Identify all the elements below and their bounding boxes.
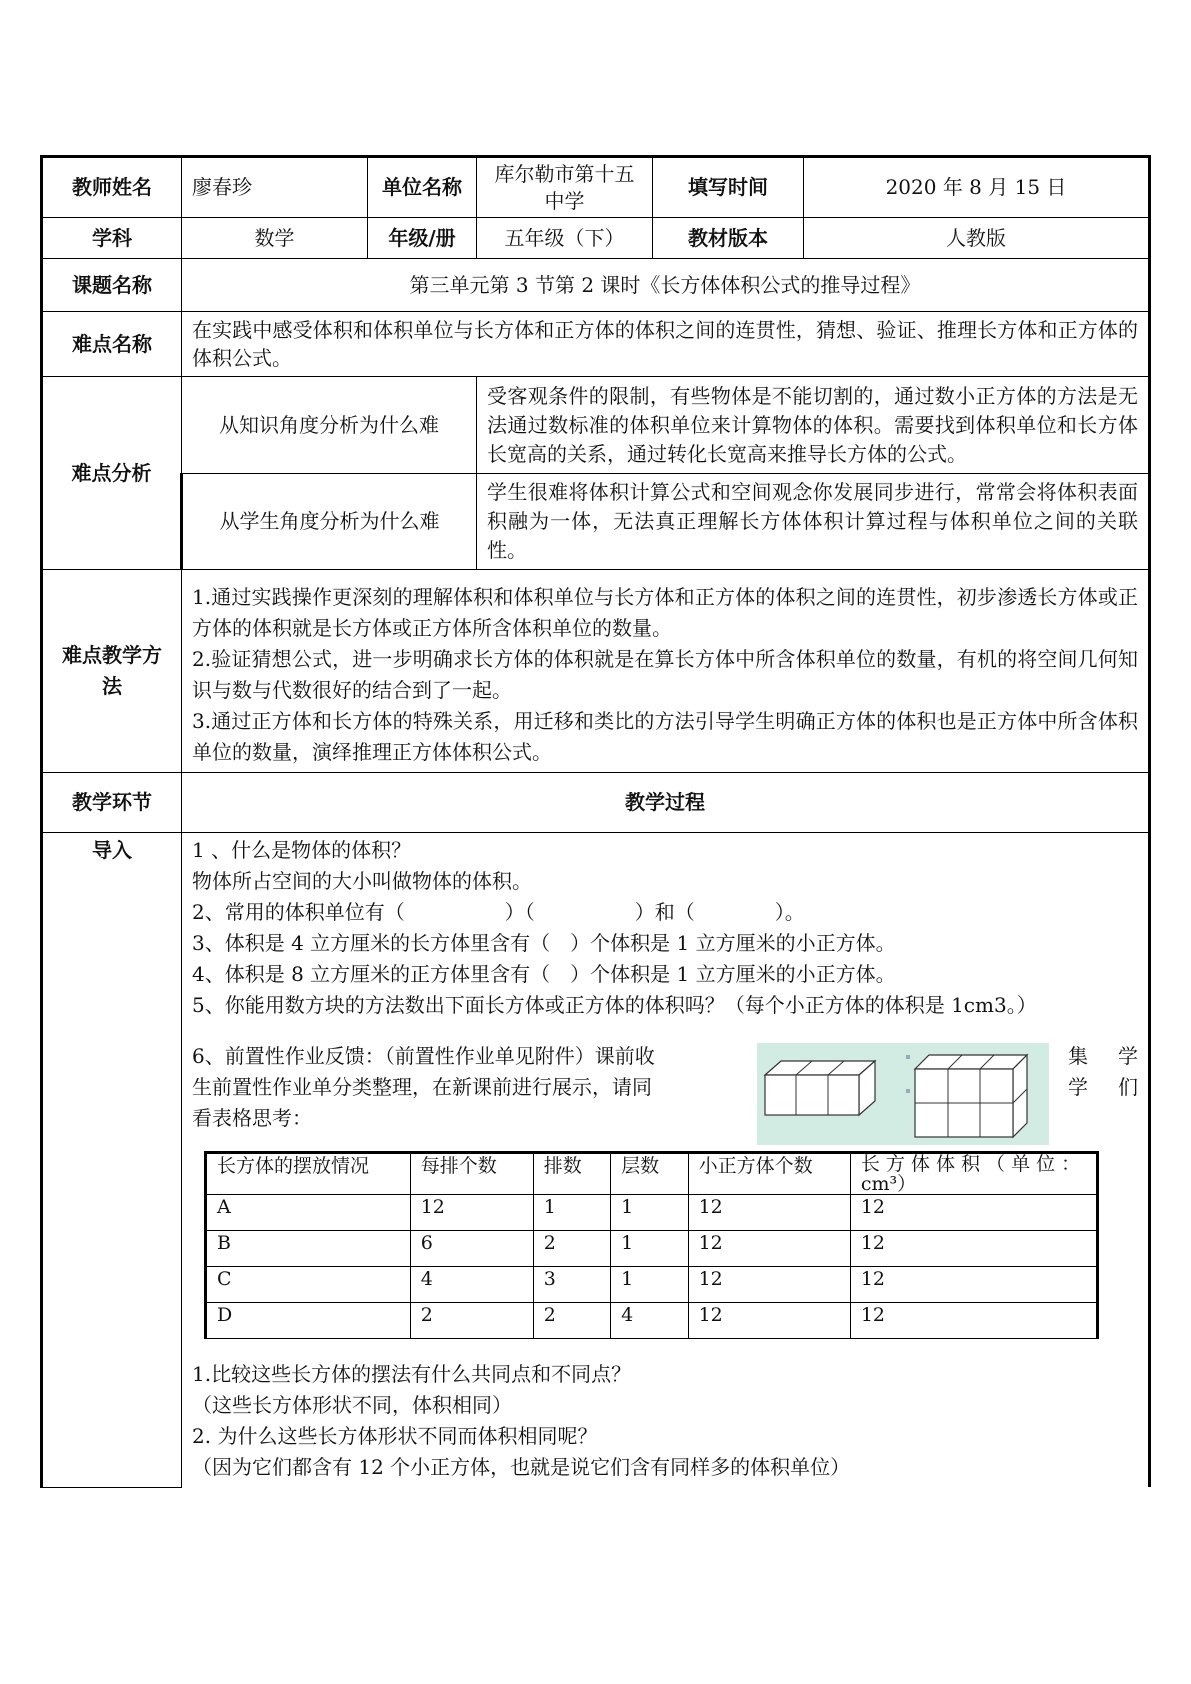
grade-value: 五年级（下） bbox=[477, 218, 653, 259]
question-6-block bbox=[192, 1041, 1138, 1137]
teacher-name: 廖春珍 bbox=[182, 157, 368, 218]
table-cell: A bbox=[206, 1195, 411, 1231]
table-cell: 12 bbox=[688, 1195, 850, 1231]
table-cell: 12 bbox=[688, 1303, 850, 1339]
follow-answer-2: （因为它们都含有 12 个小正方体，也就是说它们含有同样多的体积单位） bbox=[192, 1455, 851, 1479]
intro-content bbox=[182, 833, 1150, 1488]
question-4: 4、体积是 8 立方厘米的正方体里含有（ ）个体积是 1 立方厘米的小正方体。 bbox=[192, 962, 896, 986]
cuboid-table bbox=[204, 1151, 1099, 1339]
method-item: 3.通过正方体和长方体的特殊关系，用迁移和类比的方法引导学生明确正方体的体积也是正方体中所含体积单位的数量，演绎推理正方体体积公式。 bbox=[192, 709, 1138, 764]
spacer bbox=[192, 1339, 1138, 1359]
question-5: 5、你能用数方块的方法数出下面长方体或正方体的体积吗？（每个小正方体的体积是 1cm3。） bbox=[192, 993, 1037, 1017]
question-3: 3、体积是 4 立方厘米的长方体里含有（ ）个体积是 1 立方厘米的小正方体。 bbox=[192, 931, 896, 955]
difficulty-analysis-label: 难点分析 bbox=[42, 377, 182, 570]
fill-date: 2020 年 8 月 15 日 bbox=[804, 157, 1150, 218]
subject-row bbox=[42, 218, 1150, 259]
question-6-side-text: 集 学 学 们 bbox=[1068, 1044, 1138, 1099]
table-row bbox=[206, 1195, 1098, 1231]
method-label: 难点教学方法 bbox=[42, 570, 182, 773]
method-item: 2.验证猜想公式，进一步明确求长方体的体积就是在算长方体中所含体积单位的数量，有机的将空间几何知识与数与代数很好的结合到了一起。 bbox=[192, 647, 1138, 702]
table-cell: 4 bbox=[410, 1267, 533, 1303]
header-row bbox=[42, 157, 1150, 218]
intro-row bbox=[42, 833, 1150, 1488]
table-cell: 12 bbox=[410, 1195, 533, 1231]
table-header-cell: 排数 bbox=[533, 1153, 610, 1195]
question-1: 1 、什么是物体的体积？ bbox=[192, 838, 412, 862]
subject-value: 数学 bbox=[182, 218, 368, 259]
cuboid-figure bbox=[757, 1043, 1049, 1145]
table-cell: 2 bbox=[533, 1303, 610, 1339]
difficulty-name-row bbox=[42, 312, 1150, 377]
table-cell: 12 bbox=[850, 1303, 1097, 1339]
answer-1: 物体所占空间的大小叫做物体的体积。 bbox=[192, 869, 532, 893]
table-cell: B bbox=[206, 1231, 411, 1267]
topic-value: 第三单元第 3 节第 2 课时《长方体体积公式的推导过程》 bbox=[182, 259, 1150, 312]
table-header-cell: 长 方 体 体 积 （ 单 位 ：cm³） bbox=[850, 1153, 1097, 1195]
unit-label: 单位名称 bbox=[368, 157, 477, 218]
subject-label: 学科 bbox=[42, 218, 182, 259]
table-cell: 1 bbox=[611, 1231, 688, 1267]
table-header-cell: 层数 bbox=[611, 1153, 688, 1195]
method-item: 1.通过实践操作更深刻的理解体积和体积单位与长方体和正方体的体积之间的连贯性，初步渗透长方体或正方体的体积就是长方体或正方体所含体积单位的数量。 bbox=[192, 585, 1138, 640]
cuboid-table-header bbox=[206, 1153, 1098, 1195]
table-row bbox=[206, 1267, 1098, 1303]
table-header-cell: 小正方体个数 bbox=[688, 1153, 850, 1195]
lesson-plan-table bbox=[40, 155, 1151, 1488]
table-cell: 12 bbox=[850, 1267, 1097, 1303]
date-label: 填写时间 bbox=[653, 157, 804, 218]
follow-answer-1: （这些长方体形状不同，体积相同） bbox=[192, 1393, 512, 1417]
method-list bbox=[182, 570, 1150, 773]
stage-label: 教学环节 bbox=[42, 773, 182, 833]
table-cell: 2 bbox=[533, 1231, 610, 1267]
follow-question-1: 1.比较这些长方体的摆法有什么共同点和不同点？ bbox=[192, 1362, 632, 1386]
topic-label: 课题名称 bbox=[42, 259, 182, 312]
intro-label: 导入 bbox=[42, 833, 182, 1488]
topic-row bbox=[42, 259, 1150, 312]
difficulty-name-label: 难点名称 bbox=[42, 312, 182, 377]
knowledge-angle-text: 受客观条件的限制，有些物体是不能切割的，通过数小正方体的方法是无法通过数标准的体积单位来计算物体的体积。需要找到体积单位和长方体长宽高的关系，通过转化长宽高来推导长方体的公式。 bbox=[477, 377, 1150, 474]
student-row bbox=[42, 474, 1150, 570]
table-cell: 3 bbox=[533, 1267, 610, 1303]
table-header-cell: 每排个数 bbox=[410, 1153, 533, 1195]
table-row bbox=[206, 1231, 1098, 1267]
table-cell: 1 bbox=[611, 1195, 688, 1231]
table-cell: 12 bbox=[850, 1231, 1097, 1267]
question-6-text: 6、前置性作业反馈：（前置性作业单见附件）课前收 生前置性作业单分类整理，在新课前进行展示，请同 看表格思考： bbox=[192, 1044, 655, 1130]
table-header-cell: 长方体的摆放情况 bbox=[206, 1153, 411, 1195]
table-cell: 4 bbox=[611, 1303, 688, 1339]
table-cell: D bbox=[206, 1303, 411, 1339]
table-cell: 2 bbox=[410, 1303, 533, 1339]
teacher-label: 教师姓名 bbox=[42, 157, 182, 218]
unit-name: 库尔勒市第十五中学 bbox=[477, 157, 653, 218]
knowledge-row bbox=[42, 377, 1150, 474]
edition-value: 人教版 bbox=[804, 218, 1150, 259]
follow-question-2: 2. 为什么这些长方体形状不同而体积相同呢？ bbox=[192, 1424, 598, 1448]
table-cell: C bbox=[206, 1267, 411, 1303]
table-cell: 1 bbox=[611, 1267, 688, 1303]
question-2: 2、常用的体积单位有（ ）（ ）和（ ）。 bbox=[192, 900, 805, 924]
edition-label: 教材版本 bbox=[653, 218, 804, 259]
table-cell: 12 bbox=[688, 1231, 850, 1267]
grade-label: 年级/册 bbox=[368, 218, 477, 259]
process-label: 教学过程 bbox=[182, 773, 1150, 833]
table-cell: 6 bbox=[410, 1231, 533, 1267]
table-cell: 1 bbox=[533, 1195, 610, 1231]
student-angle-label: 从学生角度分析为什么难 bbox=[182, 474, 477, 570]
difficulty-name-text: 在实践中感受体积和体积单位与长方体和正方体的体积之间的连贯性，猜想、验证、推理长方体和正方体的体积公式。 bbox=[182, 312, 1150, 377]
lesson-plan-sheet bbox=[40, 155, 1148, 1488]
table-cell: 12 bbox=[688, 1267, 850, 1303]
student-angle-text: 学生很难将体积计算公式和空间观念你发展同步进行，常常会将体积表面积融为一体，无法真正理解长方体体积计算过程与体积单位之间的关联性。 bbox=[477, 474, 1150, 570]
cuboid-illustration bbox=[757, 1043, 1049, 1145]
process-header-row bbox=[42, 773, 1150, 833]
table-row bbox=[206, 1303, 1098, 1339]
table-cell: 12 bbox=[850, 1195, 1097, 1231]
method-row bbox=[42, 570, 1150, 773]
knowledge-angle-label: 从知识角度分析为什么难 bbox=[182, 377, 477, 474]
